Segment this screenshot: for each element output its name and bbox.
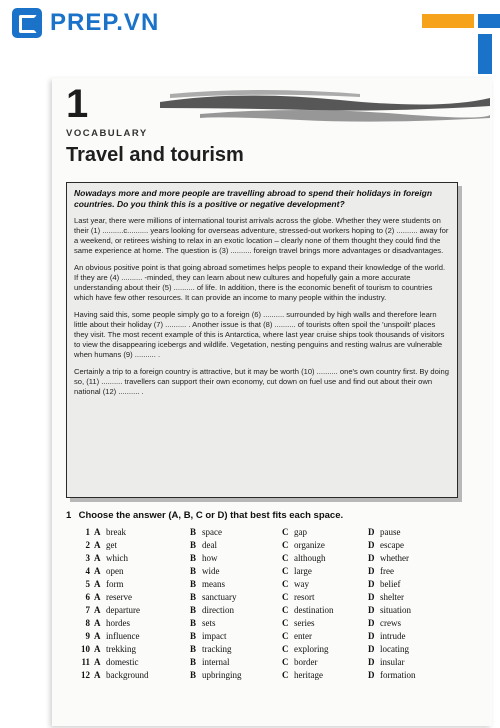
answer-option-c[interactable] xyxy=(282,618,368,628)
option-letter: D xyxy=(368,565,375,576)
answer-option-b[interactable] xyxy=(190,605,282,615)
option-text: large xyxy=(294,565,312,576)
decor-bar-blue-vertical xyxy=(478,34,492,74)
option-text: domestic xyxy=(106,656,139,667)
option-letter: D xyxy=(368,656,375,667)
option-text: direction xyxy=(202,604,234,615)
option-text: internal xyxy=(202,656,230,667)
option-text: situation xyxy=(380,604,411,615)
option-letter: A xyxy=(94,630,101,641)
answer-option-b[interactable] xyxy=(190,566,282,576)
option-letter: A xyxy=(94,539,101,550)
option-letter: B xyxy=(190,643,197,654)
option-letter: B xyxy=(190,591,197,602)
option-text: means xyxy=(202,578,225,589)
option-letter: B xyxy=(190,578,197,589)
option-letter: B xyxy=(190,552,197,563)
option-letter: D xyxy=(368,552,375,563)
option-text: deal xyxy=(202,539,217,550)
option-text: resort xyxy=(294,591,315,602)
answer-option-b[interactable] xyxy=(190,592,282,602)
option-text: series xyxy=(294,617,315,628)
option-text: impact xyxy=(202,630,227,641)
answer-option-c[interactable] xyxy=(282,566,368,576)
passage-intro: Nowadays more and more people are travelling abroad to spend their holidays in foreign countries. Do you think this is a positive or negative development? xyxy=(74,188,433,209)
option-letter: C xyxy=(282,578,289,589)
decor-bar-orange xyxy=(422,14,474,28)
option-text: destination xyxy=(294,604,334,615)
option-letter: B xyxy=(190,630,197,641)
question-number: 12 xyxy=(81,669,90,680)
answer-option-c[interactable] xyxy=(282,605,368,615)
answer-option-a[interactable] xyxy=(94,566,190,576)
question-row xyxy=(72,642,472,655)
answer-option-a[interactable] xyxy=(94,631,190,641)
option-text: although xyxy=(294,552,326,563)
answer-option-a[interactable] xyxy=(94,592,190,602)
option-letter: D xyxy=(368,643,375,654)
option-text: border xyxy=(294,656,318,667)
option-letter: D xyxy=(368,539,375,550)
option-letter: B xyxy=(190,669,197,680)
option-letter: A xyxy=(94,552,101,563)
question-row xyxy=(72,551,472,564)
option-letter: A xyxy=(94,656,101,667)
answer-option-b[interactable] xyxy=(190,644,282,654)
answer-option-a[interactable] xyxy=(94,657,190,667)
option-letter: C xyxy=(282,539,289,550)
exercise-number: 1 xyxy=(66,510,72,521)
option-text: departure xyxy=(106,604,140,615)
option-letter: A xyxy=(94,578,101,589)
brand-name: PREP.VN xyxy=(50,9,160,36)
option-letter: A xyxy=(94,669,101,680)
option-letter: B xyxy=(190,604,197,615)
answer-options-list xyxy=(72,525,472,681)
question-number: 4 xyxy=(85,565,90,576)
option-letter: D xyxy=(368,578,375,589)
brush-swoosh-decoration xyxy=(160,88,490,130)
option-letter: A xyxy=(94,591,101,602)
answer-option-d[interactable] xyxy=(368,540,448,550)
option-text: influence xyxy=(106,630,140,641)
answer-option-b[interactable] xyxy=(190,540,282,550)
option-text: upbringing xyxy=(202,669,242,680)
option-text: intrude xyxy=(380,630,406,641)
exercise-instruction: Choose the answer (A, B, C or D) that best fits each space. xyxy=(78,510,344,521)
passage-paragraph: Last year, there were millions of international tourist arrivals across the globe. Whether they were students on their (1) ..........c.......... years looking for overseas adventure, stressed-out workers hoping to (2) .......... away for a weekend, or retirees wishing to relax in an exotic location – clearly none of them thought they could find the same experience at home. The question is (3) .......... foreign travel brings more advantages or disadvantages. xyxy=(74,216,449,255)
answer-option-d[interactable] xyxy=(368,644,448,654)
option-text: crews xyxy=(380,617,401,628)
answer-option-b[interactable] xyxy=(190,618,282,628)
option-text: sanctuary xyxy=(202,591,237,602)
option-letter: D xyxy=(368,526,375,537)
answer-option-b[interactable] xyxy=(190,631,282,641)
option-text: belief xyxy=(380,578,401,589)
option-letter: D xyxy=(368,617,375,628)
passage-paragraph: Certainly a trip to a foreign country is attractive, but it may be worth (10) .......... one's own country first. By doing so, (11) .......... travellers can support their own economy, cut down on fuel use and find out about their own national (12) .......... . xyxy=(74,367,449,396)
option-text: get xyxy=(106,539,117,550)
option-letter: A xyxy=(94,526,101,537)
option-text: shelter xyxy=(380,591,404,602)
option-text: free xyxy=(380,565,394,576)
answer-option-d[interactable] xyxy=(368,553,448,563)
question-row xyxy=(72,590,472,603)
unit-number: 1 xyxy=(66,82,89,126)
option-text: locating xyxy=(380,643,409,654)
answer-option-b[interactable] xyxy=(190,657,282,667)
option-letter: C xyxy=(282,591,289,602)
option-letter: C xyxy=(282,552,289,563)
question-number: 5 xyxy=(85,578,90,589)
answer-option-c[interactable] xyxy=(282,644,368,654)
logo-mark-icon xyxy=(12,8,42,38)
question-row xyxy=(72,564,472,577)
answer-option-c[interactable] xyxy=(282,592,368,602)
answer-option-c[interactable] xyxy=(282,540,368,550)
option-letter: D xyxy=(368,630,375,641)
option-letter: C xyxy=(282,630,289,641)
answer-option-c[interactable] xyxy=(282,579,368,589)
option-text: break xyxy=(106,526,126,537)
answer-option-b[interactable] xyxy=(190,670,282,680)
answer-option-a[interactable] xyxy=(94,527,190,537)
option-text: reserve xyxy=(106,591,132,602)
answer-option-d[interactable] xyxy=(368,527,448,537)
option-text: exploring xyxy=(294,643,329,654)
answer-option-d[interactable] xyxy=(368,592,448,602)
question-row xyxy=(72,616,472,629)
option-letter: B xyxy=(190,617,197,628)
option-letter: C xyxy=(282,656,289,667)
option-letter: C xyxy=(282,643,289,654)
reading-passage-box xyxy=(66,182,458,498)
exercise-heading xyxy=(66,510,343,521)
option-letter: B xyxy=(190,656,197,667)
answer-option-b[interactable] xyxy=(190,553,282,563)
option-text: hordes xyxy=(106,617,130,628)
unit-title: Travel and tourism xyxy=(66,144,244,166)
question-row xyxy=(72,603,472,616)
question-number: 6 xyxy=(85,591,90,602)
answer-option-c[interactable] xyxy=(282,657,368,667)
question-row xyxy=(72,525,472,538)
question-number: 11 xyxy=(81,656,90,667)
option-text: tracking xyxy=(202,643,232,654)
option-letter: C xyxy=(282,617,289,628)
answer-option-a[interactable] xyxy=(94,644,190,654)
answer-option-a[interactable] xyxy=(94,670,190,680)
decor-bar-blue xyxy=(478,14,500,28)
answer-option-d[interactable] xyxy=(368,618,448,628)
answer-option-d[interactable] xyxy=(368,657,448,667)
answer-option-c[interactable] xyxy=(282,553,368,563)
question-number: 8 xyxy=(85,617,90,628)
answer-option-d[interactable] xyxy=(368,670,448,680)
answer-option-d[interactable] xyxy=(368,566,448,576)
answer-option-c[interactable] xyxy=(282,631,368,641)
option-text: gap xyxy=(294,526,307,537)
option-letter: C xyxy=(282,565,289,576)
option-text: wide xyxy=(202,565,220,576)
option-letter: D xyxy=(368,591,375,602)
question-number: 2 xyxy=(85,539,90,550)
option-letter: A xyxy=(94,643,101,654)
question-number: 1 xyxy=(85,526,90,537)
option-letter: B xyxy=(190,526,197,537)
option-text: trekking xyxy=(106,643,136,654)
option-text: formation xyxy=(380,669,416,680)
option-text: whether xyxy=(380,552,409,563)
option-letter: A xyxy=(94,565,101,576)
brand-logo xyxy=(12,6,159,40)
option-letter: A xyxy=(94,604,101,615)
answer-option-a[interactable] xyxy=(94,553,190,563)
option-text: enter xyxy=(294,630,312,641)
answer-option-d[interactable] xyxy=(368,605,448,615)
book-page xyxy=(52,78,492,726)
option-text: background xyxy=(106,669,149,680)
question-row xyxy=(72,668,472,681)
option-letter: D xyxy=(368,604,375,615)
answer-option-c[interactable] xyxy=(282,527,368,537)
option-letter: C xyxy=(282,669,289,680)
option-letter: C xyxy=(282,604,289,615)
option-text: heritage xyxy=(294,669,323,680)
answer-option-a[interactable] xyxy=(94,540,190,550)
question-number: 7 xyxy=(85,604,90,615)
question-number: 3 xyxy=(85,552,90,563)
option-text: pause xyxy=(380,526,401,537)
answer-option-a[interactable] xyxy=(94,618,190,628)
question-row xyxy=(72,577,472,590)
question-number: 10 xyxy=(81,643,90,654)
question-number: 9 xyxy=(85,630,90,641)
answer-option-b[interactable] xyxy=(190,579,282,589)
option-text: way xyxy=(294,578,309,589)
answer-option-d[interactable] xyxy=(368,579,448,589)
option-letter: C xyxy=(282,526,289,537)
option-text: space xyxy=(202,526,222,537)
option-text: escape xyxy=(380,539,404,550)
answer-option-d[interactable] xyxy=(368,631,448,641)
question-row xyxy=(72,655,472,668)
option-text: how xyxy=(202,552,218,563)
option-letter: B xyxy=(190,565,197,576)
question-row xyxy=(72,538,472,551)
option-letter: D xyxy=(368,669,375,680)
passage-paragraph: Having said this, some people simply go to a foreign (6) .......... surrounded by high walls and therefore learn little about their holiday (7) .......... . Another issue is that (8) .......... of tourists often spoil the 'unspoilt' places they visit. The most recent example of this is Antarctica, where last year cruise ships took thousands of visitors to view the disappearing icebergs and wildlife. Vegetation, nesting penguins and resting walrus are vulnerable when humans (9) .......... . xyxy=(74,310,445,359)
answer-option-a[interactable] xyxy=(94,579,190,589)
option-text: which xyxy=(106,552,128,563)
answer-option-b[interactable] xyxy=(190,527,282,537)
answer-option-c[interactable] xyxy=(282,670,368,680)
option-letter: A xyxy=(94,617,101,628)
section-label: VOCABULARY xyxy=(66,128,148,139)
option-text: open xyxy=(106,565,124,576)
option-letter: B xyxy=(190,539,197,550)
question-row xyxy=(72,629,472,642)
passage-paragraph: An obvious positive point is that going abroad sometimes helps people to expand their knowledge of the world. If they are (4) .......... -minded, they can learn about new cultures and hopefully gain a more accurate understanding about their (5) .......... of life. In addition, there is the economic benefit of tourism to countries which have few other resources. It can provide an income to many people within the industry. xyxy=(74,263,446,302)
answer-option-a[interactable] xyxy=(94,605,190,615)
option-text: organize xyxy=(294,539,325,550)
option-text: form xyxy=(106,578,124,589)
option-text: insular xyxy=(380,656,405,667)
option-text: sets xyxy=(202,617,216,628)
